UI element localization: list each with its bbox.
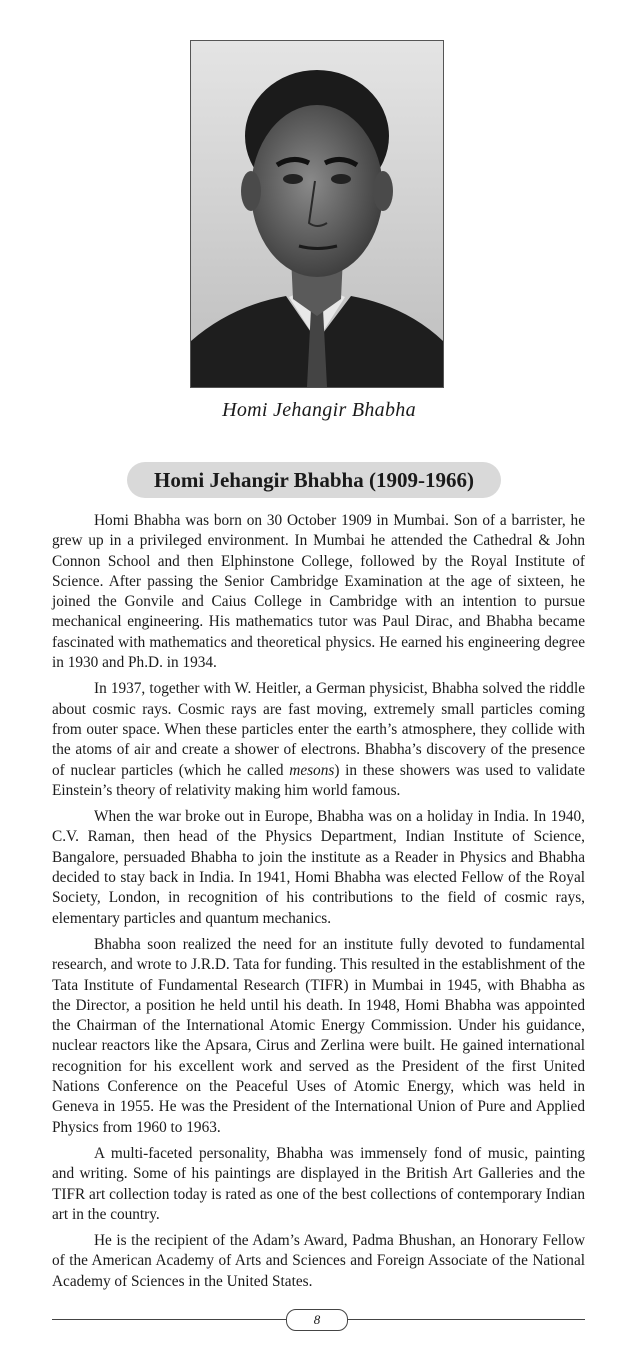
section-title xyxy=(127,462,501,498)
footer-rule-right xyxy=(345,1319,585,1320)
page-number xyxy=(286,1309,348,1331)
section-title-text: Homi Jehangir Bhabha (1909-1966) xyxy=(154,467,474,492)
portrait-photo xyxy=(190,40,444,388)
paragraph: He is the recipient of the Adam’s Award, Padma Bhushan, an Honorary Fellow of the American Academy of Arts and Sciences and Foreign Associate of the National Academy of Sciences in the United States. xyxy=(52,1232,585,1290)
paragraph xyxy=(52,679,585,801)
paragraph-emphasis: mesons xyxy=(289,761,335,779)
biography-text xyxy=(52,511,585,1298)
paragraph: A multi-faceted personality, Bhabha was immensely fond of music, painting and writing. Some of his paintings are displayed in the British Art Galleries and the TIFR art collection today is rated as one of the best collections of contemporary Indian art in the country. xyxy=(52,1144,585,1223)
footer-rule-left xyxy=(52,1319,288,1320)
paragraph: When the war broke out in Europe, Bhabha was on a holiday in India. In 1940, C.V. Raman, then head of the Physics Department, Indian Institute of Science, Bangalore, persuaded Bhabha to join the institute as a Reader in Physics and Bhabha decided to stay back in India. In 1941, Homi Bhabha was elected Fellow of the Royal Society, London, in recognition of his contributions to the field of cosmic rays, elementary particles and quantum mechanics. xyxy=(52,808,585,927)
paragraph-text: In 1937, together with W. Heitler, a German physicist, Bhabha solved the riddle about cosmic rays. Cosmic rays are fast moving, extremely small particles coming from outer space. When these particles enter the earth’s atmosphere, they collide with the atoms of air and create a shower of electrons. Bhabha’s discovery of the presence of nuclear particles (which he called xyxy=(52,680,585,779)
paragraph: Homi Bhabha was born on 30 October 1909 in Mumbai. Son of a barrister, he grew up in a privileged environment. In Mumbai he attended the Cathedral & John Connon School and then Elphinstone College, followed by the Royal Institute of Science. After passing the Senior Cambridge Examination at the age of sixteen, he joined the Gonvile and Caius College in Cambridge with an intention to pursue mechanical engineering. His mathematics tutor was Paul Dirac, and Bhabha became fascinated with mathematics and theoretical physics. He earned his engineering degree in 1930 and Ph.D. in 1934. xyxy=(52,512,585,672)
paragraph: Bhabha soon realized the need for an institute fully devoted to fundamental research, and wrote to J.R.D. Tata for funding. This resulted in the establishment of the Tata Institute of Fundamental Research (TIFR) in Mumbai in 1945, with Bhabha as the Director, a position he held until his death. In 1948, Homi Bhabha was appointed the Chairman of the International Atomic Energy Commission. Under his guidance, nuclear reactors like the Apsara, Cirus and Zerlina were built. He gained international recognition for his excellent work and served as the President of the first United Nations Conference on the Peaceful Uses of Atomic Energy, which was held in Geneva in 1955. He was the President of the International Union of Pure and Applied Physics from 1960 to 1963. xyxy=(52,935,585,1136)
portrait-image xyxy=(191,41,443,387)
photo-caption: Homi Jehangir Bhabha xyxy=(222,399,416,421)
page-number-text: 8 xyxy=(313,1312,321,1327)
paragraph-text: ) in these showers was used to validate Einstein’s theory of relativity making him world famous. xyxy=(52,761,585,799)
